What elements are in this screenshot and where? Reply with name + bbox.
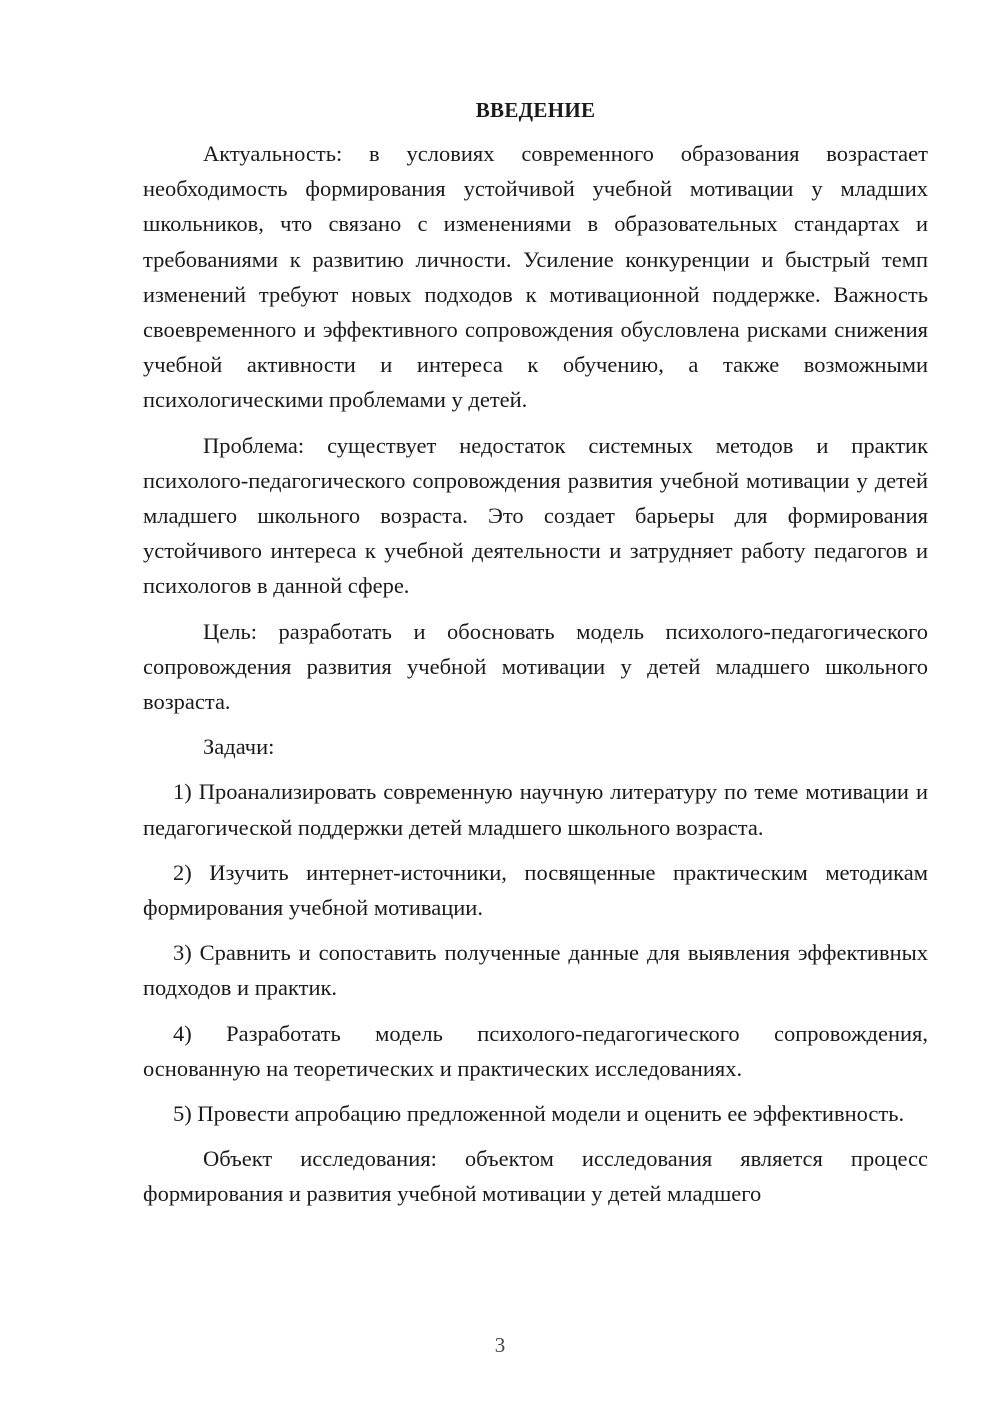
paragraph-object: Объект исследования: объектом исследования является процесс формирования и развития учебной мотивации у детей младшего [143,1146,928,1207]
task-item: 4) Разработать модель психолого-педагогического сопровождения, основанную на теоретических и практических исследованиях. [143,1020,928,1081]
paragraph-relevance: Актуальность: в условиях современного образования возрастает необходимость формирования устойчивой учебной мотивации у младших школьников, что связано с изменениями в образовательных стандартах и требованиями к развитию личности. Усиление конкуренции и быстрый темп изменений требуют новых подходов к мотивационной поддержке. Важность своевременного и эффективного сопровождения обусловлена рисками снижения учебной активности и интереса к обучению, а также возможными психологическими проблемами у детей. [143,141,928,413]
section-title: ВВЕДЕНИЕ [475,98,596,122]
page-number: 3 [494,1333,506,1357]
task-item: 5) Провести апробацию предложенной модели и оценить ее эффективность. [173,1101,905,1127]
paragraph-problem: Проблема: существует недостаток системных методов и практик психолого-педагогического сопровождения развития учебной мотивации у детей младшего школьного возраста. Это создает барьеры для формирования устойчивого интереса к учебной деятельности и затрудняет работу педагогов и психологов в данной сфере. [143,432,928,599]
document-page [143,92,928,1212]
tasks-label: Задачи: [203,734,275,760]
task-item: 1) Проанализировать современную научную литературу по теме мотивации и педагогической поддержки детей младшего школьного возраста. [143,779,928,840]
task-item: 3) Сравнить и сопоставить полученные данные для выявления эффективных подходов и практик. [143,940,928,1001]
task-item: 2) Изучить интернет-источники, посвященные практическим методикам формирования учебной мотивации. [143,859,928,921]
paragraph-goal: Цель: разработать и обосновать модель психолого-педагогического сопровождения развития учебной мотивации у детей младшего школьного возраста. [143,618,928,715]
